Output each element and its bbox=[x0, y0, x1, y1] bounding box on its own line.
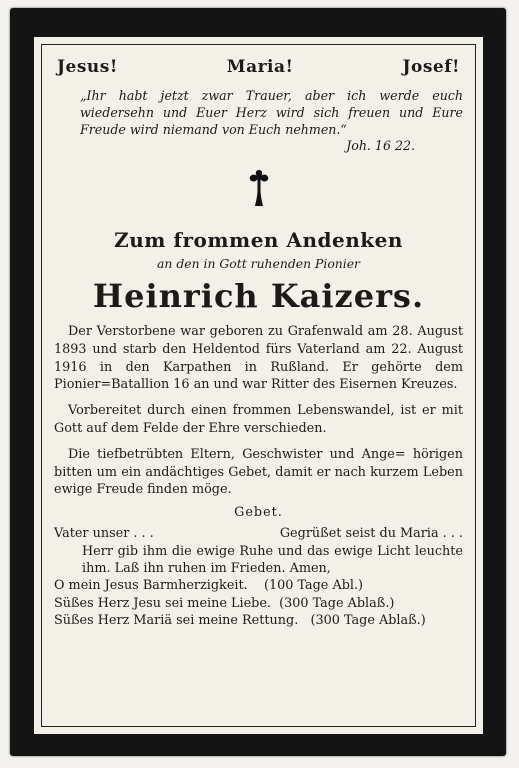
bible-reference: Joh. 16 22. bbox=[346, 138, 415, 153]
prayer-body: Herr gib ihm die ewige Ruhe und das ewige Licht leuchte ihm. Laß ihn ruhen im Frieden. Amen, bbox=[82, 543, 463, 576]
hail-mary: Gegrüßet seist du Maria . . . bbox=[279, 526, 463, 542]
card-content bbox=[54, 57, 463, 718]
biography-paragraph: Der Verstorbene war geboren zu Grafenwald am 28. August 1893 und starb den Heldentod fürs Vaterland am 22. August 1916 in den Karpathen in Rußland. Er gehörte dem Pionier=Batallion 16 an und war Ritter des Eisernen Kreuzes. bbox=[54, 324, 463, 393]
family-request-paragraph: Die tiefbetrübten Eltern, Geschwister und Ange= hörigen bitten um ein andächtiges Gebet, damit er nach kurzem Leben ewige Freude finden möge. bbox=[54, 446, 463, 498]
deceased-name: Heinrich Kaizers. bbox=[92, 277, 425, 315]
memorial-subheading: an den in Gott ruhenden Pionier bbox=[157, 256, 360, 271]
prayer-block bbox=[54, 525, 463, 629]
invocation-center: Maria! bbox=[226, 57, 294, 77]
prayer-title: Gebet. bbox=[234, 505, 283, 521]
invocation-left: Jesus! bbox=[57, 57, 118, 77]
invocation-right: Josef! bbox=[402, 57, 460, 77]
our-father: Vater unser . . . bbox=[54, 526, 154, 542]
card-paper bbox=[34, 37, 483, 734]
cross-icon bbox=[243, 168, 275, 208]
prayer-first-line bbox=[54, 525, 463, 542]
indulgence-line: Süßes Herz Jesu sei meine Liebe. (300 Tage Ablaß.) bbox=[54, 595, 395, 611]
indulgence-line: Süßes Herz Mariä sei meine Rettung. (300 Tage Ablaß.) bbox=[54, 613, 426, 629]
indulgence-line: O mein Jesus Barmherzigkeit. (100 Tage Abl.) bbox=[54, 578, 364, 594]
memorial-card bbox=[10, 8, 506, 756]
memorial-heading: Zum frommen Andenken bbox=[114, 228, 403, 252]
bible-quote: „Ihr habt jetzt zwar Trauer, aber ich werde euch wiedersehn und Euer Herz wird sich freuen und Eure Freude wird niemand von Euch nehmen.“ bbox=[80, 88, 463, 137]
farewell-paragraph: Vorbereitet durch einen frommen Lebenswandel, ist er mit Gott auf dem Felde der Ehre verschieden. bbox=[54, 403, 463, 436]
header-invocations bbox=[54, 57, 463, 77]
